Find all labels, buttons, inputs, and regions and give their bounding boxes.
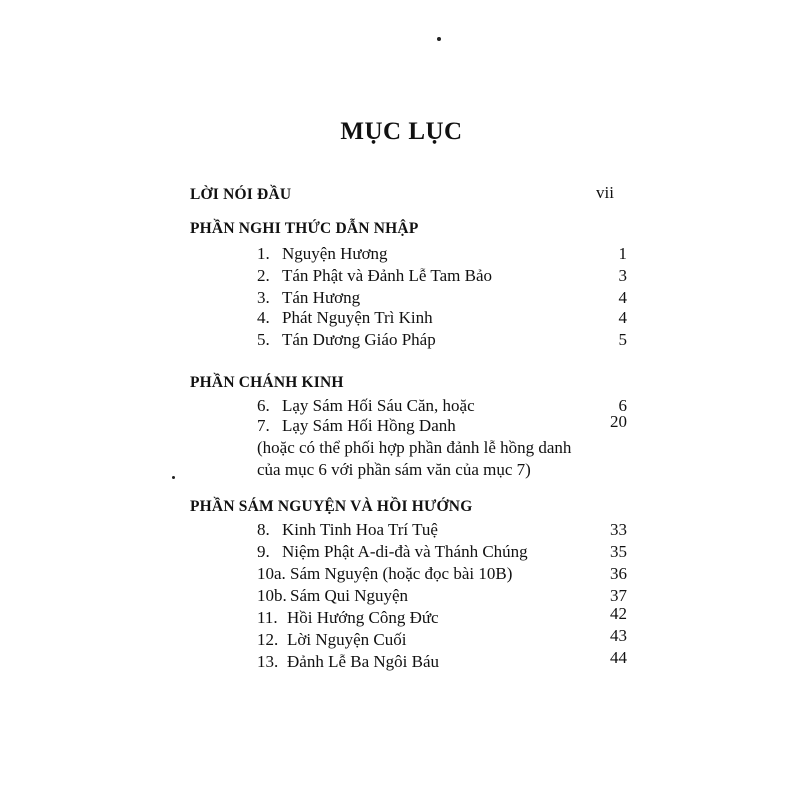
entry-number: 10b. — [257, 586, 287, 605]
toc-entry — [257, 288, 360, 308]
print-speck — [172, 476, 175, 479]
entry-title: Kinh Tinh Hoa Trí Tuệ — [282, 520, 438, 539]
toc-entry — [257, 396, 475, 416]
entry-number: 13. — [257, 652, 279, 671]
note-line: (hoặc có thể phối hợp phần đảnh lễ hồng danh — [257, 438, 572, 457]
entry-page: 4 — [618, 288, 627, 307]
entry-title: Lạy Sám Hối Sáu Căn, hoặc — [282, 396, 475, 415]
entry-title: Sám Qui Nguyện — [290, 586, 409, 605]
entry-title: Niệm Phật A-di-đà và Thánh Chúng — [282, 542, 528, 561]
entry-title: Lời Nguyện Cuối — [287, 630, 407, 649]
toc-entry — [257, 564, 512, 584]
entry-page: 4 — [618, 308, 627, 327]
entry-title: Tán Hương — [282, 288, 361, 307]
toc-entry — [257, 586, 408, 606]
toc-entry — [257, 308, 433, 328]
entry-page: 37 — [610, 586, 627, 605]
entry-title: Đảnh Lễ Ba Ngôi Báu — [287, 652, 440, 671]
entry-number: 5. — [257, 330, 270, 349]
entry-page: 3 — [618, 266, 627, 285]
entry-title: Phát Nguyện Trì Kinh — [282, 308, 433, 327]
entry-title: Lạy Sám Hối Hồng Danh — [282, 416, 456, 435]
section-heading: PHẦN CHÁNH KINH — [190, 374, 344, 391]
entry-title: Sám Nguyện (hoặc đọc bài 10B) — [290, 564, 513, 583]
toc-entry — [257, 244, 388, 264]
entry-page: 42 — [610, 604, 627, 623]
entry-page: 1 — [618, 244, 627, 263]
entry-number: 11. — [257, 608, 278, 627]
toc-entry — [257, 608, 439, 628]
entry-title: Tán Phật và Đảnh Lễ Tam Bảo — [282, 266, 492, 285]
entry-number: 7. — [257, 416, 270, 435]
print-speck — [437, 37, 441, 41]
note-line: của mục 6 với phần sám văn của mục 7) — [257, 460, 531, 479]
entry-page: 36 — [610, 564, 627, 583]
entry-number: 9. — [257, 542, 270, 561]
toc-entry — [257, 652, 439, 672]
toc-entry — [257, 330, 436, 350]
entry-number: 8. — [257, 520, 270, 539]
entry-title: Hồi Hướng Công Đức — [287, 608, 439, 627]
entry-page: 6 — [618, 396, 627, 415]
section-heading: PHẦN SÁM NGUYỆN VÀ HỒI HƯỚNG — [190, 498, 473, 515]
toc-entry — [257, 266, 492, 286]
entry-number: 4. — [257, 308, 270, 327]
entry-page: 43 — [610, 626, 627, 645]
entry-number: 2. — [257, 266, 270, 285]
preface-page: vii — [596, 183, 614, 202]
entry-page: 5 — [618, 330, 627, 349]
entry-number: 3. — [257, 288, 270, 307]
entry-number: 10a. — [257, 564, 286, 583]
page-title: MỤC LỤC — [340, 118, 463, 145]
entry-number: 6. — [257, 396, 270, 415]
entry-number: 12. — [257, 630, 279, 649]
entry-page: 44 — [610, 648, 627, 667]
toc-entry — [257, 520, 438, 540]
entry-title: Tán Dương Giáo Pháp — [282, 330, 436, 349]
toc-entry — [257, 542, 528, 562]
section-heading: PHẦN NGHI THỨC DẪN NHẬP — [190, 220, 419, 237]
toc-entry — [257, 630, 406, 650]
toc-entry — [257, 416, 456, 436]
preface-label: LỜI NÓI ĐẦU — [190, 186, 292, 203]
entry-page: 33 — [610, 520, 627, 539]
entry-page: 20 — [610, 412, 627, 431]
entry-page: 35 — [610, 542, 627, 561]
entry-title: Nguyện Hương — [282, 244, 388, 263]
entry-number: 1. — [257, 244, 270, 263]
